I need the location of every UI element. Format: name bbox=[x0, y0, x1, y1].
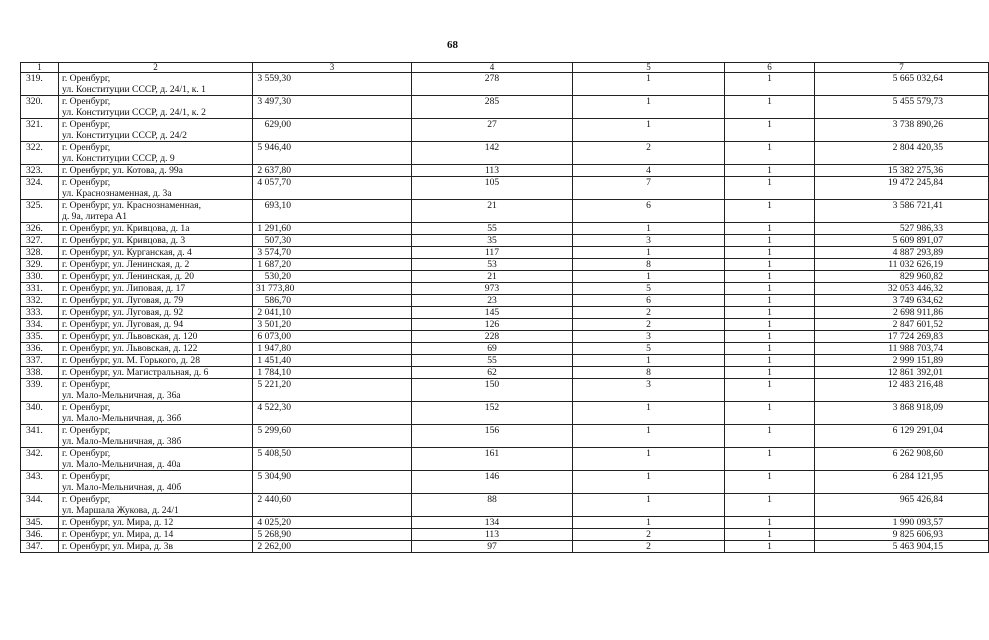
area-cell: 3 497,30 bbox=[253, 96, 412, 119]
count-cell: 1 bbox=[573, 96, 725, 119]
address-line: г. Оренбург, bbox=[62, 119, 111, 130]
address-line: г. Оренбург, bbox=[62, 402, 111, 413]
count-cell: 2 bbox=[573, 541, 725, 553]
address-line: г. Оренбург, ул. Луговая, д. 79 bbox=[62, 295, 184, 306]
address-line: г. Оренбург, bbox=[62, 177, 111, 188]
type-cell: 1 bbox=[725, 541, 815, 553]
row-number: 340. bbox=[21, 402, 59, 425]
row-number: 322. bbox=[21, 142, 59, 165]
residents-cell: 55 bbox=[412, 355, 573, 367]
amount-cell: 12 861 392,01 bbox=[815, 367, 989, 379]
count-cell: 2 bbox=[573, 307, 725, 319]
area-cell: 5 946,40 bbox=[253, 142, 412, 165]
count-cell: 5 bbox=[573, 283, 725, 295]
column-number: 1 bbox=[21, 63, 59, 73]
address-line: г. Оренбург, ул. Луговая, д. 92 bbox=[62, 307, 184, 318]
area-cell: 2 262,00 bbox=[253, 541, 412, 553]
address-line: г. Оренбург, bbox=[62, 425, 111, 436]
residents-cell: 21 bbox=[412, 200, 573, 223]
address-line: ул. Маршала Жукова, д. 24/1 bbox=[62, 505, 179, 516]
type-cell: 1 bbox=[725, 517, 815, 529]
amount-cell: 5 609 891,07 bbox=[815, 235, 989, 247]
type-cell: 1 bbox=[725, 119, 815, 142]
column-number: 3 bbox=[253, 63, 412, 73]
amount-cell: 3 586 721,41 bbox=[815, 200, 989, 223]
residents-cell: 113 bbox=[412, 165, 573, 177]
address-line: г. Оренбург, bbox=[62, 96, 111, 107]
table-row bbox=[21, 448, 989, 471]
residents-cell: 161 bbox=[412, 448, 573, 471]
residents-cell: 53 bbox=[412, 259, 573, 271]
amount-cell: 829 960,82 bbox=[815, 271, 989, 283]
area-cell: 530,20 bbox=[253, 271, 412, 283]
residents-cell: 69 bbox=[412, 343, 573, 355]
row-number: 325. bbox=[21, 200, 59, 223]
address-line: г. Оренбург, bbox=[62, 73, 111, 84]
residents-cell: 150 bbox=[412, 379, 573, 402]
address-line: ул. Мало-Мельничная, д. 38б bbox=[62, 436, 182, 447]
address-cell bbox=[59, 402, 253, 425]
type-cell: 1 bbox=[725, 295, 815, 307]
table-row bbox=[21, 142, 989, 165]
amount-cell: 2 698 911,86 bbox=[815, 307, 989, 319]
address-line: г. Оренбург, ул. Ленинская, д. 20 bbox=[62, 271, 195, 282]
amount-cell: 3 868 918,09 bbox=[815, 402, 989, 425]
residents-cell: 973 bbox=[412, 283, 573, 295]
amount-cell: 2 847 601,52 bbox=[815, 319, 989, 331]
table-row bbox=[21, 235, 989, 247]
address-line: г. Оренбург, ул. Курганская, д. 4 bbox=[62, 247, 192, 258]
address-line: г. Оренбург, ул. Кривцова, д. 1а bbox=[62, 223, 190, 234]
address-cell bbox=[59, 142, 253, 165]
type-cell: 1 bbox=[725, 494, 815, 517]
table-row bbox=[21, 319, 989, 331]
housing-table bbox=[20, 62, 989, 553]
area-cell: 5 408,50 bbox=[253, 448, 412, 471]
address-line: г. Оренбург, bbox=[62, 494, 111, 505]
address-line: г. Оренбург, ул. Магистральная, д. 6 bbox=[62, 367, 209, 378]
type-cell: 1 bbox=[725, 402, 815, 425]
residents-cell: 21 bbox=[412, 271, 573, 283]
row-number: 347. bbox=[21, 541, 59, 553]
address-line: ул. Конституции СССР, д. 24/2 bbox=[62, 130, 187, 141]
row-number: 343. bbox=[21, 471, 59, 494]
table-row bbox=[21, 307, 989, 319]
row-number: 346. bbox=[21, 529, 59, 541]
type-cell: 1 bbox=[725, 471, 815, 494]
area-cell: 1 687,20 bbox=[253, 259, 412, 271]
table-body bbox=[21, 63, 989, 553]
address-cell bbox=[59, 177, 253, 200]
count-cell: 2 bbox=[573, 142, 725, 165]
area-cell: 4 057,70 bbox=[253, 177, 412, 200]
address-cell bbox=[59, 471, 253, 494]
area-cell: 4 025,20 bbox=[253, 517, 412, 529]
address-cell bbox=[59, 200, 253, 223]
residents-cell: 55 bbox=[412, 223, 573, 235]
area-cell: 5 221,20 bbox=[253, 379, 412, 402]
address-line: г. Оренбург, ул. М. Горького, д. 28 bbox=[62, 355, 201, 366]
area-cell: 4 522,30 bbox=[253, 402, 412, 425]
address-cell bbox=[59, 367, 253, 379]
column-number: 5 bbox=[573, 63, 725, 73]
count-cell: 1 bbox=[573, 425, 725, 448]
address-cell bbox=[59, 295, 253, 307]
address-cell bbox=[59, 343, 253, 355]
count-cell: 1 bbox=[573, 448, 725, 471]
row-number: 329. bbox=[21, 259, 59, 271]
row-number: 331. bbox=[21, 283, 59, 295]
address-cell bbox=[59, 448, 253, 471]
amount-cell: 5 463 904,15 bbox=[815, 541, 989, 553]
amount-cell: 11 988 703,74 bbox=[815, 343, 989, 355]
count-cell: 1 bbox=[573, 73, 725, 96]
address-line: г. Оренбург, ул. Львовская, д. 122 bbox=[62, 343, 198, 354]
table-row bbox=[21, 379, 989, 402]
type-cell: 1 bbox=[725, 96, 815, 119]
residents-cell: 134 bbox=[412, 517, 573, 529]
count-cell: 1 bbox=[573, 247, 725, 259]
address-cell bbox=[59, 271, 253, 283]
area-cell: 629,00 bbox=[253, 119, 412, 142]
table-row bbox=[21, 200, 989, 223]
type-cell: 1 bbox=[725, 529, 815, 541]
residents-cell: 142 bbox=[412, 142, 573, 165]
amount-cell: 9 825 606,93 bbox=[815, 529, 989, 541]
address-line: г. Оренбург, ул. Мира, д. 14 bbox=[62, 529, 174, 540]
row-number: 327. bbox=[21, 235, 59, 247]
address-cell bbox=[59, 259, 253, 271]
address-line: г. Оренбург, bbox=[62, 142, 111, 153]
amount-cell: 6 284 121,95 bbox=[815, 471, 989, 494]
residents-cell: 88 bbox=[412, 494, 573, 517]
row-number: 332. bbox=[21, 295, 59, 307]
row-number: 338. bbox=[21, 367, 59, 379]
address-cell bbox=[59, 541, 253, 553]
table-row bbox=[21, 259, 989, 271]
type-cell: 1 bbox=[725, 379, 815, 402]
row-number: 335. bbox=[21, 331, 59, 343]
address-line: ул. Мало-Мельничная, д. 40б bbox=[62, 482, 182, 493]
type-cell: 1 bbox=[725, 142, 815, 165]
type-cell: 1 bbox=[725, 235, 815, 247]
address-cell bbox=[59, 355, 253, 367]
address-cell bbox=[59, 223, 253, 235]
address-line: ул. Краснознаменная, д. 3а bbox=[62, 188, 172, 199]
row-number: 345. bbox=[21, 517, 59, 529]
type-cell: 1 bbox=[725, 271, 815, 283]
residents-cell: 97 bbox=[412, 541, 573, 553]
address-line: г. Оренбург, ул. Мира, д. 12 bbox=[62, 517, 174, 528]
residents-cell: 117 bbox=[412, 247, 573, 259]
amount-cell: 15 382 275,36 bbox=[815, 165, 989, 177]
address-cell bbox=[59, 119, 253, 142]
type-cell: 1 bbox=[725, 448, 815, 471]
residents-cell: 145 bbox=[412, 307, 573, 319]
table-row bbox=[21, 177, 989, 200]
row-number: 339. bbox=[21, 379, 59, 402]
address-cell bbox=[59, 307, 253, 319]
area-cell: 5 299,60 bbox=[253, 425, 412, 448]
type-cell: 1 bbox=[725, 177, 815, 200]
address-cell bbox=[59, 331, 253, 343]
column-number: 7 bbox=[815, 63, 989, 73]
address-line: г. Оренбург, ул. Луговая, д. 94 bbox=[62, 319, 184, 330]
residents-cell: 285 bbox=[412, 96, 573, 119]
address-line: г. Оренбург, ул. Краснознаменная, bbox=[62, 200, 201, 211]
row-number: 328. bbox=[21, 247, 59, 259]
type-cell: 1 bbox=[725, 259, 815, 271]
count-cell: 4 bbox=[573, 165, 725, 177]
residents-cell: 23 bbox=[412, 295, 573, 307]
address-line: г. Оренбург, ул. Кривцова, д. 3 bbox=[62, 235, 186, 246]
area-cell: 1 947,80 bbox=[253, 343, 412, 355]
count-cell: 6 bbox=[573, 200, 725, 223]
residents-cell: 152 bbox=[412, 402, 573, 425]
type-cell: 1 bbox=[725, 343, 815, 355]
type-cell: 1 bbox=[725, 425, 815, 448]
residents-cell: 27 bbox=[412, 119, 573, 142]
amount-cell: 17 724 269,83 bbox=[815, 331, 989, 343]
table-row bbox=[21, 529, 989, 541]
count-cell: 1 bbox=[573, 119, 725, 142]
row-number: 321. bbox=[21, 119, 59, 142]
type-cell: 1 bbox=[725, 223, 815, 235]
type-cell: 1 bbox=[725, 355, 815, 367]
residents-cell: 113 bbox=[412, 529, 573, 541]
amount-cell: 32 053 446,32 bbox=[815, 283, 989, 295]
table-row bbox=[21, 541, 989, 553]
address-line: ул. Мало-Мельничная, д. 40а bbox=[62, 459, 181, 470]
amount-cell: 527 986,33 bbox=[815, 223, 989, 235]
type-cell: 1 bbox=[725, 367, 815, 379]
amount-cell: 965 426,84 bbox=[815, 494, 989, 517]
type-cell: 1 bbox=[725, 200, 815, 223]
count-cell: 8 bbox=[573, 367, 725, 379]
amount-cell: 3 749 634,62 bbox=[815, 295, 989, 307]
type-cell: 1 bbox=[725, 165, 815, 177]
address-line: г. Оренбург, ул. Мира, д. 3в bbox=[62, 541, 174, 552]
page-number: 68 bbox=[447, 39, 458, 51]
area-cell: 3 574,70 bbox=[253, 247, 412, 259]
address-cell bbox=[59, 73, 253, 96]
address-line: ул. Конституции СССР, д. 24/1, к. 2 bbox=[62, 107, 206, 118]
count-cell: 6 bbox=[573, 295, 725, 307]
row-number: 341. bbox=[21, 425, 59, 448]
area-cell: 1 784,10 bbox=[253, 367, 412, 379]
count-cell: 1 bbox=[573, 471, 725, 494]
area-cell: 2 440,60 bbox=[253, 494, 412, 517]
table-row bbox=[21, 295, 989, 307]
column-number: 6 bbox=[725, 63, 815, 73]
count-cell: 1 bbox=[573, 402, 725, 425]
count-cell: 1 bbox=[573, 355, 725, 367]
residents-cell: 146 bbox=[412, 471, 573, 494]
address-line: г. Оренбург, ул. Липовая, д. 17 bbox=[62, 283, 186, 294]
address-cell bbox=[59, 165, 253, 177]
amount-cell: 1 990 093,57 bbox=[815, 517, 989, 529]
address-cell bbox=[59, 283, 253, 295]
type-cell: 1 bbox=[725, 247, 815, 259]
count-cell: 1 bbox=[573, 223, 725, 235]
amount-cell: 2 999 151,89 bbox=[815, 355, 989, 367]
area-cell: 5 304,90 bbox=[253, 471, 412, 494]
area-cell: 3 559,30 bbox=[253, 73, 412, 96]
address-line: ул. Мало-Мельничная, д. 36б bbox=[62, 413, 182, 424]
count-cell: 8 bbox=[573, 259, 725, 271]
type-cell: 1 bbox=[725, 319, 815, 331]
address-line: г. Оренбург, bbox=[62, 471, 111, 482]
area-cell: 2 637,80 bbox=[253, 165, 412, 177]
table-row bbox=[21, 223, 989, 235]
row-number: 333. bbox=[21, 307, 59, 319]
address-line: г. Оренбург, ул. Львовская, д. 120 bbox=[62, 331, 198, 342]
table-row bbox=[21, 343, 989, 355]
row-number: 336. bbox=[21, 343, 59, 355]
amount-cell: 6 129 291,04 bbox=[815, 425, 989, 448]
address-cell bbox=[59, 425, 253, 448]
address-cell bbox=[59, 529, 253, 541]
address-line: г. Оренбург, bbox=[62, 448, 111, 459]
row-number: 326. bbox=[21, 223, 59, 235]
area-cell: 5 268,90 bbox=[253, 529, 412, 541]
residents-cell: 105 bbox=[412, 177, 573, 200]
area-cell: 693,10 bbox=[253, 200, 412, 223]
row-number: 330. bbox=[21, 271, 59, 283]
residents-cell: 126 bbox=[412, 319, 573, 331]
table-row bbox=[21, 96, 989, 119]
address-cell bbox=[59, 235, 253, 247]
residents-cell: 228 bbox=[412, 331, 573, 343]
amount-cell: 6 262 908,60 bbox=[815, 448, 989, 471]
amount-cell: 5 455 579,73 bbox=[815, 96, 989, 119]
table-row bbox=[21, 271, 989, 283]
table-row bbox=[21, 367, 989, 379]
type-cell: 1 bbox=[725, 331, 815, 343]
address-cell bbox=[59, 379, 253, 402]
table-row bbox=[21, 494, 989, 517]
column-number: 2 bbox=[59, 63, 253, 73]
row-number: 324. bbox=[21, 177, 59, 200]
address-cell bbox=[59, 319, 253, 331]
type-cell: 1 bbox=[725, 73, 815, 96]
address-line: д. 9а, литера А1 bbox=[62, 211, 128, 222]
table-row bbox=[21, 331, 989, 343]
type-cell: 1 bbox=[725, 283, 815, 295]
column-number-row bbox=[21, 63, 989, 73]
address-line: г. Оренбург, ул. Ленинская, д. 2 bbox=[62, 259, 190, 270]
table-row bbox=[21, 471, 989, 494]
address-cell bbox=[59, 247, 253, 259]
area-cell: 6 073,00 bbox=[253, 331, 412, 343]
area-cell: 3 501,20 bbox=[253, 319, 412, 331]
address-cell bbox=[59, 517, 253, 529]
area-cell: 1 451,40 bbox=[253, 355, 412, 367]
count-cell: 7 bbox=[573, 177, 725, 200]
count-cell: 2 bbox=[573, 319, 725, 331]
amount-cell: 4 887 293,89 bbox=[815, 247, 989, 259]
row-number: 334. bbox=[21, 319, 59, 331]
count-cell: 2 bbox=[573, 529, 725, 541]
area-cell: 507,30 bbox=[253, 235, 412, 247]
table-row bbox=[21, 73, 989, 96]
amount-cell: 19 472 245,84 bbox=[815, 177, 989, 200]
residents-cell: 156 bbox=[412, 425, 573, 448]
address-cell bbox=[59, 96, 253, 119]
table-row bbox=[21, 247, 989, 259]
row-number: 320. bbox=[21, 96, 59, 119]
address-line: ул. Конституции СССР, д. 24/1, к. 1 bbox=[62, 84, 206, 95]
residents-cell: 62 bbox=[412, 367, 573, 379]
table-row bbox=[21, 517, 989, 529]
area-cell: 1 291,60 bbox=[253, 223, 412, 235]
count-cell: 3 bbox=[573, 379, 725, 402]
row-number: 342. bbox=[21, 448, 59, 471]
table-row bbox=[21, 283, 989, 295]
table-row bbox=[21, 402, 989, 425]
row-number: 337. bbox=[21, 355, 59, 367]
count-cell: 3 bbox=[573, 235, 725, 247]
address-line: ул. Конституции СССР, д. 9 bbox=[62, 153, 175, 164]
area-cell: 586,70 bbox=[253, 295, 412, 307]
table-row bbox=[21, 355, 989, 367]
address-line: г. Оренбург, ул. Котова, д. 99а bbox=[62, 165, 183, 176]
table-row bbox=[21, 119, 989, 142]
area-cell: 2 041,10 bbox=[253, 307, 412, 319]
amount-cell: 11 032 626,19 bbox=[815, 259, 989, 271]
count-cell: 1 bbox=[573, 494, 725, 517]
amount-cell: 5 665 032,64 bbox=[815, 73, 989, 96]
table-row bbox=[21, 425, 989, 448]
count-cell: 1 bbox=[573, 517, 725, 529]
address-cell bbox=[59, 494, 253, 517]
address-line: ул. Мало-Мельничная, д. 36а bbox=[62, 390, 181, 401]
residents-cell: 278 bbox=[412, 73, 573, 96]
column-number: 4 bbox=[412, 63, 573, 73]
area-cell: 31 773,80 bbox=[253, 283, 412, 295]
amount-cell: 12 483 216,48 bbox=[815, 379, 989, 402]
count-cell: 3 bbox=[573, 331, 725, 343]
residents-cell: 35 bbox=[412, 235, 573, 247]
count-cell: 5 bbox=[573, 343, 725, 355]
row-number: 319. bbox=[21, 73, 59, 96]
table-row bbox=[21, 165, 989, 177]
amount-cell: 2 804 420,35 bbox=[815, 142, 989, 165]
address-line: г. Оренбург, bbox=[62, 379, 111, 390]
row-number: 344. bbox=[21, 494, 59, 517]
type-cell: 1 bbox=[725, 307, 815, 319]
amount-cell: 3 738 890,26 bbox=[815, 119, 989, 142]
count-cell: 1 bbox=[573, 271, 725, 283]
row-number: 323. bbox=[21, 165, 59, 177]
